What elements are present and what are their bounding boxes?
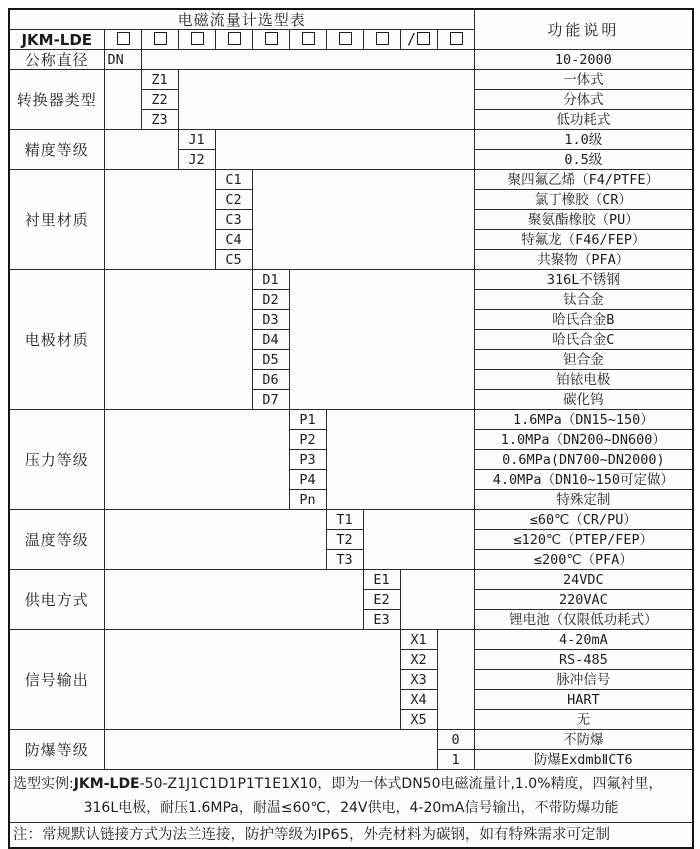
code-cell: C5	[215, 250, 252, 270]
checkbox-slot-z[interactable]	[141, 30, 178, 50]
example-line-1	[13, 772, 689, 796]
spacer-cell	[141, 50, 474, 70]
code-cell: 0	[437, 730, 474, 750]
code-cell: J1	[178, 130, 215, 150]
spacer-cell	[104, 70, 141, 130]
desc-cell: ≤60℃（CR/PU）	[474, 510, 693, 530]
spacer-cell	[104, 630, 400, 730]
desc-cell: 10-2000	[474, 50, 693, 70]
code-cell: E1	[363, 570, 400, 590]
spacer-cell	[104, 410, 289, 510]
code-cell: X4	[400, 690, 437, 710]
code-cell: X5	[400, 710, 437, 730]
desc-cell: 4.0MPa（DN10~150可定做）	[474, 470, 693, 490]
section-label-signal: 信号输出	[9, 630, 104, 730]
checkbox-icon	[154, 32, 167, 45]
spacer-cell	[326, 410, 474, 510]
code-cell: DN	[104, 50, 141, 70]
slot-prefix: /	[406, 30, 417, 48]
checkbox-icon	[228, 32, 241, 45]
code-cell: E2	[363, 590, 400, 610]
desc-cell: 1.0MPa（DN200~DN600）	[474, 430, 693, 450]
checkbox-icon	[376, 32, 389, 45]
desc-cell: 0.5级	[474, 150, 693, 170]
desc-cell: 氯丁橡胶（CR）	[474, 190, 693, 210]
code-cell: T3	[326, 550, 363, 570]
section-label-temperature: 温度等级	[9, 510, 104, 570]
example-model: JKM-LDE	[73, 776, 140, 792]
desc-cell: 特殊定制	[474, 490, 693, 510]
code-cell: E3	[363, 610, 400, 630]
selection-example	[9, 770, 693, 823]
code-cell: D3	[252, 310, 289, 330]
desc-cell: 钛合金	[474, 290, 693, 310]
desc-cell: 共聚物（PFA）	[474, 250, 693, 270]
code-cell: C2	[215, 190, 252, 210]
code-cell: Z1	[141, 70, 178, 90]
code-cell: P1	[289, 410, 326, 430]
checkbox-slot-c[interactable]	[215, 30, 252, 50]
spacer-cell	[104, 270, 252, 410]
checkbox-slot-e[interactable]	[363, 30, 400, 50]
function-header: 功能说明	[474, 9, 693, 50]
section-label-electrode: 电极材质	[9, 270, 104, 410]
code-cell: J2	[178, 150, 215, 170]
checkbox-icon	[117, 32, 130, 45]
code-cell: D7	[252, 390, 289, 410]
code-cell: Pn	[289, 490, 326, 510]
code-cell: C1	[215, 170, 252, 190]
flowmeter-selection-table	[8, 8, 694, 849]
code-cell: 1	[437, 750, 474, 770]
checkbox-icon	[417, 32, 430, 45]
section-label-power: 供电方式	[9, 570, 104, 630]
checkbox-slot-x[interactable]	[400, 30, 437, 50]
code-cell: D5	[252, 350, 289, 370]
desc-cell: 316L不锈钢	[474, 270, 693, 290]
code-cell: P4	[289, 470, 326, 490]
code-cell: P2	[289, 430, 326, 450]
desc-cell: 一体式	[474, 70, 693, 90]
code-cell: X1	[400, 630, 437, 650]
section-label-accuracy: 精度等级	[9, 130, 104, 170]
desc-cell: 低功耗式	[474, 110, 693, 130]
desc-cell: 钽合金	[474, 350, 693, 370]
checkbox-slot-j[interactable]	[178, 30, 215, 50]
code-cell: D1	[252, 270, 289, 290]
desc-cell: 4-20mA	[474, 630, 693, 650]
desc-cell: 防爆ExdmbⅡCT6	[474, 750, 693, 770]
example-code-text: -50-Z1J1C1D1P1T1E1X10，即为一体式DN50电磁流量计,1.0%精度，四氟衬里，	[139, 776, 663, 792]
spacer-cell	[400, 570, 474, 630]
spacer-cell	[252, 170, 474, 270]
spacer-cell	[104, 170, 215, 270]
desc-cell: ≤200℃（PFA）	[474, 550, 693, 570]
checkbox-icon	[302, 32, 315, 45]
code-cell: D4	[252, 330, 289, 350]
code-cell: P3	[289, 450, 326, 470]
code-cell: D6	[252, 370, 289, 390]
desc-cell: 特氟龙（F46/FEP）	[474, 230, 693, 250]
page-title: 电磁流量计选型表	[9, 9, 474, 30]
section-label-converter: 转换器类型	[9, 70, 104, 130]
spacer-cell	[104, 730, 437, 770]
code-cell: X3	[400, 670, 437, 690]
section-label-diameter: 公称直径	[9, 50, 104, 70]
desc-cell: 锂电池（仅限低功耗式）	[474, 610, 693, 630]
desc-cell: RS-485	[474, 650, 693, 670]
checkbox-slot-d[interactable]	[252, 30, 289, 50]
spacer-cell	[104, 130, 178, 170]
code-cell: T1	[326, 510, 363, 530]
desc-cell: 聚氨酯橡胶（PU）	[474, 210, 693, 230]
desc-cell: 0.6MPa(DN700~DN2000)	[474, 450, 693, 470]
desc-cell: 碳化钨	[474, 390, 693, 410]
checkbox-icon	[450, 32, 463, 45]
checkbox-slot-t[interactable]	[326, 30, 363, 50]
spacer-cell	[289, 270, 474, 410]
spacer-cell	[104, 510, 326, 570]
code-cell: T2	[326, 530, 363, 550]
spacer-cell	[363, 510, 474, 570]
example-prefix: 选型实例:	[13, 776, 74, 792]
desc-cell: 铂铱电极	[474, 370, 693, 390]
checkbox-icon	[339, 32, 352, 45]
desc-cell: 分体式	[474, 90, 693, 110]
code-cell: D2	[252, 290, 289, 310]
desc-cell: 不防爆	[474, 730, 693, 750]
checkbox-slot-ex[interactable]	[437, 30, 474, 50]
checkbox-slot-p[interactable]	[289, 30, 326, 50]
spacer-cell	[104, 570, 363, 630]
code-cell: Z3	[141, 110, 178, 130]
section-label-pressure: 压力等级	[9, 410, 104, 510]
desc-cell: 24VDC	[474, 570, 693, 590]
model-prefix: JKM-LDE	[9, 30, 104, 50]
spacer-cell	[178, 70, 474, 130]
footnote: 注：常规默认链接方式为法兰连接，防护等级为IP65，外壳材料为碳钢，如有特殊需求可定制	[9, 823, 693, 849]
checkbox-icon	[191, 32, 204, 45]
selection-table-sheet	[8, 8, 694, 849]
desc-cell: 220VAC	[474, 590, 693, 610]
desc-cell: 哈氏合金C	[474, 330, 693, 350]
desc-cell: HART	[474, 690, 693, 710]
checkbox-icon	[265, 32, 278, 45]
code-cell: X2	[400, 650, 437, 670]
code-cell: C3	[215, 210, 252, 230]
desc-cell: 脉冲信号	[474, 670, 693, 690]
desc-cell: 哈氏合金B	[474, 310, 693, 330]
spacer-cell	[437, 630, 474, 730]
desc-cell: ≤120℃（PTEP/FEP）	[474, 530, 693, 550]
section-label-explosion: 防爆等级	[9, 730, 104, 770]
spacer-cell	[215, 130, 474, 170]
desc-cell: 聚四氟乙烯（F4/PTFE）	[474, 170, 693, 190]
section-label-lining: 衬里材质	[9, 170, 104, 270]
desc-cell: 1.0级	[474, 130, 693, 150]
example-line-2: 316L电极，耐压1.6MPa，耐温≤60℃，24V供电，4-20mA信号输出，不带防爆功能	[83, 800, 619, 816]
code-cell: Z2	[141, 90, 178, 110]
desc-cell: 无	[474, 710, 693, 730]
checkbox-slot-dn[interactable]	[104, 30, 141, 50]
code-cell: C4	[215, 230, 252, 250]
desc-cell: 1.6MPa（DN15~150）	[474, 410, 693, 430]
